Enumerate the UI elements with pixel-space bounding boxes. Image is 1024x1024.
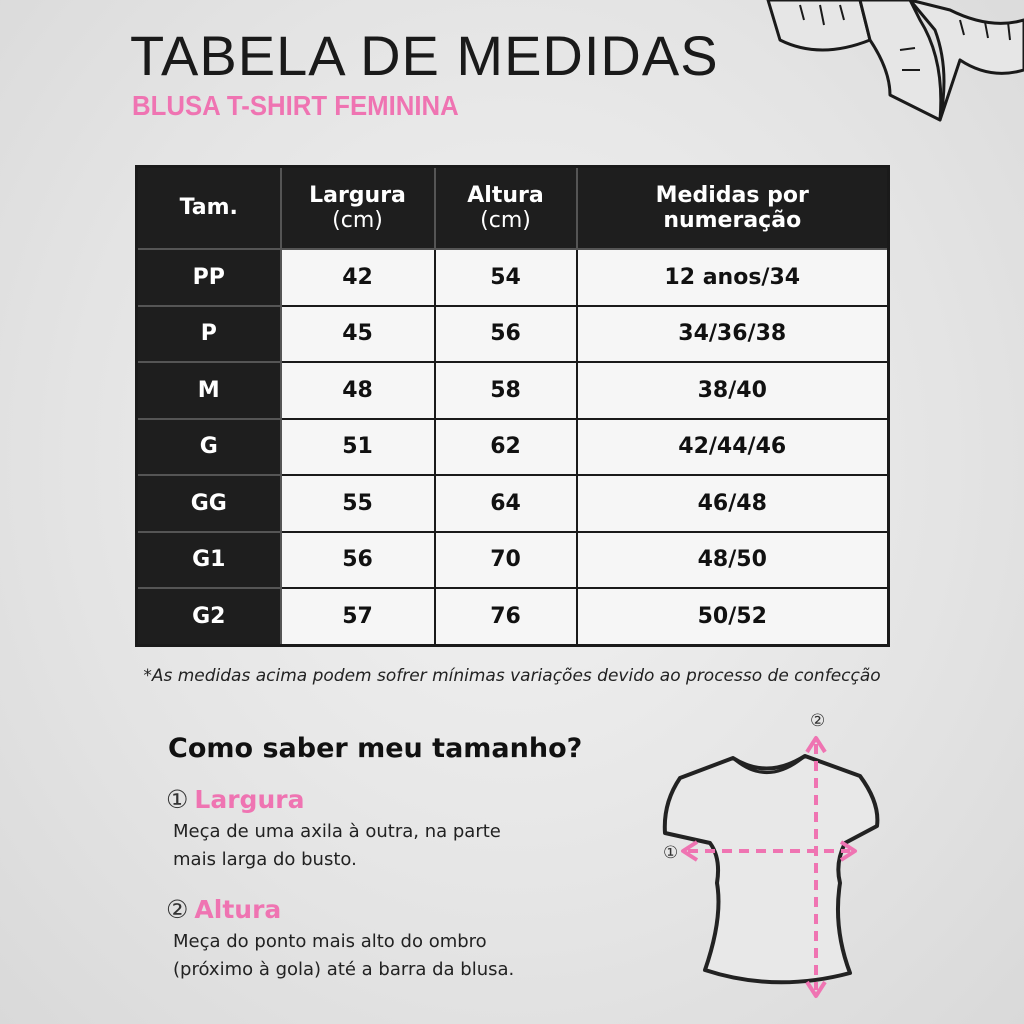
measuring-tape-icon bbox=[760, 0, 1024, 130]
width-cell: 57 bbox=[281, 588, 435, 646]
size-cell: G bbox=[137, 419, 281, 476]
size-cell: G1 bbox=[137, 532, 281, 589]
numbering-cell: 12 anos/34 bbox=[577, 249, 889, 306]
width-cell: 56 bbox=[281, 532, 435, 589]
size-cell: PP bbox=[137, 249, 281, 306]
measure-width-description: Meça de uma axila à outra, na parte mais larga do busto. bbox=[173, 821, 501, 870]
width-cell: 48 bbox=[281, 362, 435, 419]
numbering-cell: 34/36/38 bbox=[577, 306, 889, 363]
height-cell: 64 bbox=[435, 475, 577, 532]
header-size: Tam. bbox=[137, 167, 281, 250]
header-width: Largura (cm) bbox=[281, 167, 435, 250]
width-cell: 51 bbox=[281, 419, 435, 476]
table-row bbox=[137, 475, 889, 532]
size-cell: G2 bbox=[137, 588, 281, 646]
height-cell: 76 bbox=[435, 588, 577, 646]
height-cell: 62 bbox=[435, 419, 577, 476]
table-row bbox=[137, 362, 889, 419]
measure-height-heading: ② Altura bbox=[166, 895, 282, 924]
table-row bbox=[137, 532, 889, 589]
diagram-marker-height: ② bbox=[810, 711, 826, 731]
table-header-row bbox=[137, 167, 889, 250]
width-cell: 55 bbox=[281, 475, 435, 532]
diagram-marker-width: ① bbox=[663, 843, 679, 863]
numbering-cell: 50/52 bbox=[577, 588, 889, 646]
numbering-cell: 38/40 bbox=[577, 362, 889, 419]
width-cell: 42 bbox=[281, 249, 435, 306]
page-subtitle: BLUSA T-SHIRT FEMININA bbox=[132, 90, 459, 121]
height-cell: 56 bbox=[435, 306, 577, 363]
number-two-icon: ② bbox=[166, 895, 189, 924]
header-numbering: Medidas por numeração bbox=[577, 167, 889, 250]
table-row bbox=[137, 588, 889, 646]
height-cell: 58 bbox=[435, 362, 577, 419]
height-cell: 54 bbox=[435, 249, 577, 306]
height-cell: 70 bbox=[435, 532, 577, 589]
size-table bbox=[135, 165, 890, 647]
size-cell: GG bbox=[137, 475, 281, 532]
table-row bbox=[137, 249, 889, 306]
numbering-cell: 46/48 bbox=[577, 475, 889, 532]
tshirt-diagram-icon bbox=[655, 708, 885, 1000]
table-row bbox=[137, 419, 889, 476]
measurement-note: *As medidas acima podem sofrer mínimas variações devido ao processo de confecção bbox=[143, 666, 881, 686]
size-cell: P bbox=[137, 306, 281, 363]
guide-title: Como saber meu tamanho? bbox=[168, 733, 583, 764]
size-cell: M bbox=[137, 362, 281, 419]
numbering-cell: 42/44/46 bbox=[577, 419, 889, 476]
measure-height-description: Meça do ponto mais alto do ombro (próximo à gola) até a barra da blusa. bbox=[173, 931, 515, 980]
number-one-icon: ① bbox=[166, 785, 189, 814]
numbering-cell: 48/50 bbox=[577, 532, 889, 589]
table-row bbox=[137, 306, 889, 363]
measure-width-heading: ① Largura bbox=[166, 785, 305, 814]
page-title: TABELA DE MEDIDAS bbox=[130, 24, 719, 87]
header-height: Altura (cm) bbox=[435, 167, 577, 250]
width-cell: 45 bbox=[281, 306, 435, 363]
